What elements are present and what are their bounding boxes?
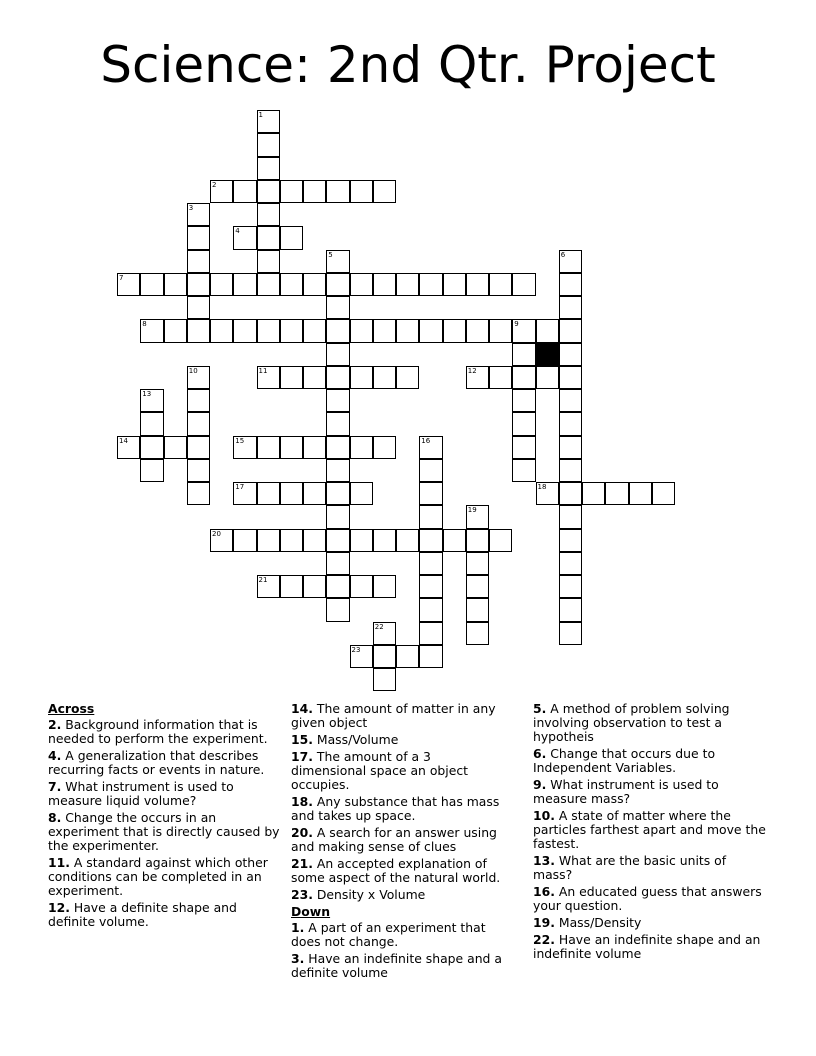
grid-cell[interactable]	[466, 529, 489, 552]
clue-number: 12.	[48, 900, 70, 915]
clue-text: Mass/Density	[554, 915, 642, 930]
grid-cell[interactable]	[210, 319, 233, 342]
grid-cell[interactable]	[466, 598, 489, 621]
clue-number: 22.	[533, 932, 555, 947]
clue-number: 20.	[291, 825, 313, 840]
clue-text: An educated guess that answers your question.	[533, 884, 762, 913]
grid-cell[interactable]	[443, 529, 466, 552]
cell-number: 10	[188, 366, 198, 375]
grid-cell[interactable]	[233, 319, 256, 342]
grid-cell[interactable]	[187, 412, 210, 435]
across-clue	[291, 888, 507, 902]
grid-cell[interactable]	[629, 482, 652, 505]
grid-cell[interactable]	[396, 529, 419, 552]
grid-cell[interactable]	[303, 529, 326, 552]
grid-cell[interactable]	[140, 459, 163, 482]
grid-cell[interactable]	[419, 273, 442, 296]
grid-cell[interactable]	[210, 529, 233, 552]
grid-cell[interactable]	[326, 296, 349, 319]
down-heading: Down	[291, 904, 331, 919]
across-clue	[291, 795, 507, 823]
grid-cell[interactable]	[280, 482, 303, 505]
cell-number: 5	[328, 250, 333, 259]
grid-cell[interactable]	[373, 645, 396, 668]
grid-cell[interactable]	[164, 319, 187, 342]
grid-cell[interactable]	[233, 436, 256, 459]
grid-cell[interactable]	[373, 436, 396, 459]
grid-cell[interactable]	[187, 203, 210, 226]
grid-cell[interactable]	[396, 645, 419, 668]
grid-cell[interactable]	[512, 273, 535, 296]
grid-cell[interactable]	[140, 273, 163, 296]
clue-text: An accepted explanation of some aspect of the natural world.	[291, 856, 501, 885]
grid-cell[interactable]	[326, 482, 349, 505]
grid-cell[interactable]	[117, 436, 140, 459]
grid-cell[interactable]	[373, 180, 396, 203]
cell-number: 4	[235, 227, 240, 236]
clue-number: 4.	[48, 748, 62, 763]
grid-cell[interactable]	[187, 389, 210, 412]
grid-cell[interactable]	[280, 575, 303, 598]
grid-cell[interactable]	[419, 575, 442, 598]
grid-cell[interactable]	[443, 319, 466, 342]
grid-cell[interactable]	[210, 180, 233, 203]
grid-cell[interactable]	[443, 273, 466, 296]
clue-column-1	[48, 702, 284, 932]
grid-cell[interactable]	[140, 389, 163, 412]
across-clue	[291, 750, 507, 792]
puzzle-title: Science: 2nd Qtr. Project	[100, 36, 716, 94]
across-clue	[291, 857, 507, 885]
grid-cell[interactable]	[280, 366, 303, 389]
grid-cell[interactable]	[303, 482, 326, 505]
grid-cell[interactable]	[187, 366, 210, 389]
grid-cell[interactable]	[326, 459, 349, 482]
grid-cell[interactable]	[187, 273, 210, 296]
grid-cell[interactable]	[419, 505, 442, 528]
cell-number: 8	[142, 320, 147, 329]
across-clue	[291, 733, 507, 747]
grid-cell[interactable]	[326, 343, 349, 366]
down-clue	[533, 778, 769, 806]
grid-cell[interactable]	[350, 575, 373, 598]
clue-text: A part of an experiment that does not change.	[291, 920, 486, 949]
cell-number: 18	[537, 483, 547, 491]
grid-cell[interactable]	[350, 482, 373, 505]
grid-cell[interactable]	[419, 319, 442, 342]
grid-cell[interactable]	[536, 482, 559, 505]
grid-cell[interactable]	[419, 482, 442, 505]
grid-cell[interactable]	[559, 459, 582, 482]
grid-cell[interactable]	[257, 110, 280, 133]
grid-cell[interactable]	[326, 389, 349, 412]
grid-cell[interactable]	[536, 366, 559, 389]
grid-cell[interactable]	[257, 319, 280, 342]
grid-cell[interactable]	[326, 505, 349, 528]
cell-number: 12	[467, 366, 477, 375]
grid-cell[interactable]	[326, 180, 349, 203]
grid-cell[interactable]	[257, 436, 280, 459]
cell-number: 23	[351, 645, 361, 654]
clue-number: 1.	[291, 920, 305, 935]
grid-cell[interactable]	[257, 366, 280, 389]
across-clue	[48, 856, 284, 898]
grid-cell[interactable]	[303, 575, 326, 598]
grid-cell[interactable]	[187, 459, 210, 482]
cell-number: 7	[119, 273, 124, 282]
cell-number: 6	[560, 250, 566, 259]
grid-cell[interactable]	[396, 273, 419, 296]
cell-number: 20	[212, 529, 221, 538]
clue-number: 14.	[291, 701, 313, 716]
grid-cell[interactable]	[257, 273, 280, 296]
grid-cell[interactable]	[512, 343, 535, 366]
down-clue	[533, 854, 769, 882]
grid-cell[interactable]	[117, 273, 140, 296]
clue-text: A standard against which other conditions can be completed in an experiment.	[48, 855, 268, 898]
clue-number: 2.	[48, 717, 62, 732]
clue-text: The amount of a 3 dimensional space an object occupies.	[291, 749, 469, 792]
grid-cell[interactable]	[419, 645, 442, 668]
clue-number: 17.	[291, 749, 313, 764]
down-clue	[533, 702, 769, 744]
clue-text: Mass/Volume	[312, 732, 399, 747]
grid-cell[interactable]	[466, 273, 489, 296]
down-clue	[291, 921, 507, 949]
grid-cell[interactable]	[303, 366, 326, 389]
grid-cell[interactable]	[280, 529, 303, 552]
cell-number: 17	[235, 483, 245, 491]
grid-cell[interactable]	[559, 343, 582, 366]
clue-number: 23.	[291, 887, 313, 902]
clue-column-3	[533, 702, 769, 964]
clue-number: 18.	[291, 794, 313, 809]
grid-cell[interactable]	[419, 598, 442, 621]
grid-cell[interactable]	[326, 575, 349, 598]
clue-text: Have an indefinite shape and a definite volume	[291, 951, 502, 980]
clue-text: What instrument is used to measure mass?	[533, 777, 719, 806]
grid-cell[interactable]	[326, 319, 349, 342]
grid-cell[interactable]	[512, 459, 535, 482]
grid-cell[interactable]	[350, 436, 373, 459]
clue-text: Have an indefinite shape and an indefinite volume	[533, 932, 761, 961]
clue-text: A method of problem solving involving observation to test a hypotheis	[533, 701, 730, 744]
grid-cell[interactable]	[257, 482, 280, 505]
cell-number: 19	[467, 506, 477, 515]
grid-cell[interactable]	[233, 482, 256, 505]
grid-cell[interactable]	[187, 250, 210, 273]
grid-cell[interactable]	[466, 366, 489, 389]
grid-cell[interactable]	[559, 598, 582, 621]
grid-cell[interactable]	[326, 598, 349, 621]
clue-text: What are the basic units of mass?	[533, 853, 727, 882]
grid-cell[interactable]	[140, 412, 163, 435]
grid-cell[interactable]	[559, 529, 582, 552]
across-clue	[291, 826, 507, 854]
grid-cell[interactable]	[559, 622, 582, 645]
grid-cell[interactable]	[257, 133, 280, 156]
grid-cell[interactable]	[326, 552, 349, 575]
grid-cell[interactable]	[512, 412, 535, 435]
grid-cell[interactable]	[350, 319, 373, 342]
clue-column-2	[291, 702, 507, 983]
grid-cell[interactable]	[489, 319, 512, 342]
grid-cell[interactable]	[350, 366, 373, 389]
grid-cell[interactable]	[164, 273, 187, 296]
down-clue	[533, 809, 769, 851]
grid-cell[interactable]	[396, 319, 419, 342]
grid-cell[interactable]	[559, 366, 582, 389]
across-clue	[48, 901, 284, 929]
grid-cell[interactable]	[466, 319, 489, 342]
grid-cell[interactable]	[187, 436, 210, 459]
down-clue	[291, 952, 507, 980]
grid-cell[interactable]	[419, 459, 442, 482]
grid-cell[interactable]	[326, 250, 349, 273]
grid-cell[interactable]	[559, 319, 582, 342]
grid-cell[interactable]	[536, 319, 559, 342]
across-clue	[48, 718, 284, 746]
grid-cell[interactable]	[512, 436, 535, 459]
clue-text: A search for an answer using and making sense of clues	[291, 825, 497, 854]
grid-cell[interactable]	[233, 226, 256, 249]
cell-number: 13	[142, 390, 152, 398]
clue-text: Any substance that has mass and takes up space.	[291, 794, 500, 823]
grid-cell[interactable]	[512, 389, 535, 412]
cell-number: 3	[188, 204, 194, 212]
grid-cell[interactable]	[257, 575, 280, 598]
clue-text: What instrument is used to measure liquid volume?	[48, 779, 234, 808]
grid-cell[interactable]	[280, 180, 303, 203]
grid-cell[interactable]	[489, 366, 512, 389]
cell-number: 9	[514, 320, 519, 329]
grid-cell[interactable]	[187, 226, 210, 249]
grid-cell[interactable]	[257, 203, 280, 226]
grid-cell[interactable]	[489, 273, 512, 296]
grid-cell[interactable]	[164, 436, 187, 459]
clue-number: 21.	[291, 856, 313, 871]
clue-text: Density x Volume	[312, 887, 426, 902]
clue-number: 15.	[291, 732, 313, 747]
grid-cell[interactable]	[419, 622, 442, 645]
grid-cell[interactable]	[326, 529, 349, 552]
grid-cell[interactable]	[373, 668, 396, 691]
grid-cell[interactable]	[140, 436, 163, 459]
grid-cell[interactable]	[303, 273, 326, 296]
grid-cell[interactable]	[187, 319, 210, 342]
grid-cell[interactable]	[559, 505, 582, 528]
grid-cell[interactable]	[350, 180, 373, 203]
grid-cell[interactable]	[559, 389, 582, 412]
grid-cell[interactable]	[326, 436, 349, 459]
grid-cell[interactable]	[559, 296, 582, 319]
grid-cell[interactable]	[373, 575, 396, 598]
grid-cell[interactable]	[489, 529, 512, 552]
grid-cell[interactable]	[373, 622, 396, 645]
clue-number: 8.	[48, 810, 62, 825]
grid-cell[interactable]	[280, 436, 303, 459]
clue-number: 10.	[533, 808, 555, 823]
grid-cell[interactable]	[512, 366, 535, 389]
down-clue	[533, 747, 769, 775]
grid-cell[interactable]	[373, 273, 396, 296]
grid-cell[interactable]	[280, 226, 303, 249]
grid-cell[interactable]	[303, 319, 326, 342]
grid-cell[interactable]	[466, 622, 489, 645]
cell-number: 22	[374, 622, 384, 631]
grid-cell[interactable]	[350, 529, 373, 552]
grid-cell[interactable]	[257, 157, 280, 180]
cell-number: 2	[212, 180, 217, 189]
grid-cell[interactable]	[350, 645, 373, 668]
clue-text: A state of matter where the particles farthest apart and move the fastest.	[533, 808, 766, 851]
cell-number: 15	[235, 436, 245, 445]
across-clue	[48, 749, 284, 777]
clue-text: Change that occurs due to Independent Variables.	[533, 746, 716, 775]
cell-number: 1	[258, 111, 263, 119]
grid-cell[interactable]	[303, 180, 326, 203]
clue-number: 13.	[533, 853, 555, 868]
across-clue	[48, 780, 284, 808]
grid-cell[interactable]	[280, 319, 303, 342]
grid-cell[interactable]	[419, 529, 442, 552]
grid-cell[interactable]	[419, 436, 442, 459]
clue-number: 6.	[533, 746, 547, 761]
clue-number: 5.	[533, 701, 547, 716]
grid-cell[interactable]	[396, 366, 419, 389]
grid-cell[interactable]	[210, 273, 233, 296]
grid-cell[interactable]	[257, 180, 280, 203]
down-clue	[533, 933, 769, 961]
clue-text: Background information that is needed to perform the experiment.	[48, 717, 268, 746]
clue-number: 9.	[533, 777, 547, 792]
grid-cell[interactable]	[140, 319, 163, 342]
grid-cell[interactable]	[373, 319, 396, 342]
grid-cell[interactable]	[466, 552, 489, 575]
clue-text: Change the occurs in an experiment that is directly caused by the experimenter.	[48, 810, 280, 853]
grid-cell[interactable]	[233, 273, 256, 296]
clue-number: 11.	[48, 855, 70, 870]
clue-number: 19.	[533, 915, 555, 930]
grid-cell[interactable]	[257, 226, 280, 249]
grid-cell[interactable]	[373, 529, 396, 552]
grid-cell[interactable]	[326, 366, 349, 389]
clue-text: The amount of matter in any given object	[291, 701, 496, 730]
blocked-cell	[536, 343, 559, 366]
grid-cell[interactable]	[326, 273, 349, 296]
clue-number: 16.	[533, 884, 555, 899]
grid-cell[interactable]	[326, 412, 349, 435]
cell-number: 14	[119, 436, 128, 445]
grid-cell[interactable]	[233, 529, 256, 552]
cell-number: 11	[258, 366, 268, 375]
grid-cell[interactable]	[559, 436, 582, 459]
grid-cell[interactable]	[559, 482, 582, 505]
grid-cell[interactable]	[350, 273, 373, 296]
across-clue	[48, 811, 284, 853]
clue-text: Have a definite shape and definite volume.	[48, 900, 237, 929]
grid-cell[interactable]	[257, 250, 280, 273]
grid-cell[interactable]	[257, 529, 280, 552]
cell-number: 21	[258, 576, 268, 584]
across-heading: Across	[48, 701, 95, 716]
grid-cell[interactable]	[419, 552, 442, 575]
down-clue	[533, 885, 769, 913]
grid-cell[interactable]	[233, 180, 256, 203]
grid-cell[interactable]	[466, 505, 489, 528]
grid-cell[interactable]	[559, 412, 582, 435]
grid-cell[interactable]	[582, 482, 605, 505]
grid-cell[interactable]	[187, 296, 210, 319]
grid-cell[interactable]	[559, 552, 582, 575]
across-clue	[291, 702, 507, 730]
grid-cell[interactable]	[559, 250, 582, 273]
grid-cell[interactable]	[303, 436, 326, 459]
cell-number: 16	[421, 436, 431, 445]
grid-cell[interactable]	[559, 575, 582, 598]
grid-cell[interactable]	[280, 273, 303, 296]
grid-cell[interactable]	[373, 366, 396, 389]
grid-cell[interactable]	[466, 575, 489, 598]
clue-number: 7.	[48, 779, 62, 794]
grid-cell[interactable]	[605, 482, 628, 505]
grid-cell[interactable]	[652, 482, 675, 505]
grid-cell[interactable]	[187, 482, 210, 505]
grid-cell[interactable]	[512, 319, 535, 342]
grid-cell[interactable]	[559, 273, 582, 296]
clue-text: A generalization that describes recurring facts or events in nature.	[48, 748, 265, 777]
down-clue	[533, 916, 769, 930]
clue-number: 3.	[291, 951, 305, 966]
